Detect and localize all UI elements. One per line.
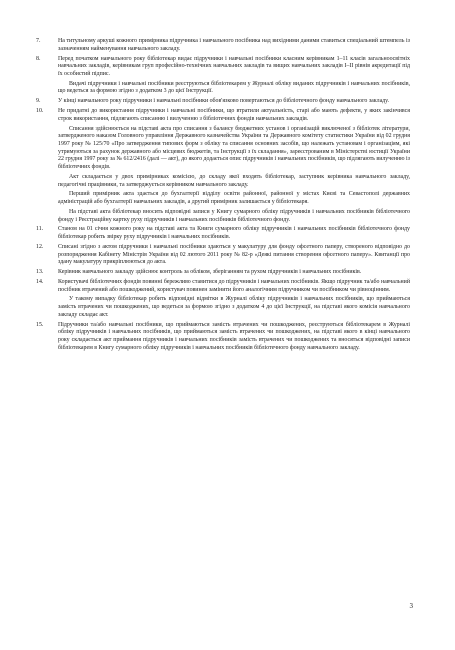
- list-item-15: [36, 322, 410, 353]
- item-number: 13.: [36, 269, 44, 276]
- item-number: 10.: [36, 108, 44, 114]
- list-item-13: [36, 269, 410, 277]
- item-number: 8.: [36, 55, 41, 62]
- item-number: 9.: [36, 98, 41, 105]
- item-text: Користувачі бібліотечних фондів повинні бережливо ставитися до підручників і навчальних посібників. Якщо підручник та/або навчальний посібник втрачений або пошкоджений, користувач повинен замінити його аналогічним підручником чи посібником чи рівноцінним.: [58, 278, 410, 293]
- item-text: У кінці навчального року підручники і навчальні посібники обов'язково повертаються до бібліотечного фонду навчального закладу.: [58, 98, 390, 105]
- paragraph: Акт складається у двох примірниках комісією, до складу якої входять бібліотекар, заступник керівника навчального закладу, педагогічні працівники, та затверджується керівником навчального закладу.: [58, 173, 410, 188]
- item-number: 11.: [36, 226, 44, 233]
- paragraph: Перший примірник акта здається до бухгалтерії відділу освіти районної, районної у містах Києві та Севастополі державних адміністрацій або бухгалтерії навчальних закладів, а другий примірник залишається у бібліотекаря.: [58, 191, 410, 206]
- item-text: Станом на 01 січня кожного року на підставі акта та Книги сумарного обліку підручників і навчальних посібників бібліотечного фонду бібліотекар робить звірку руху підручників і навчальних посібників.: [58, 226, 410, 241]
- list-item-7: [36, 38, 410, 53]
- list-item-11: [36, 226, 410, 241]
- item-text: На титульному аркуші кожного примірника підручника і навчального посібника над вихідними даними ставиться спеціальний штемпель із зазначенням найменування навчального закладу.: [58, 38, 410, 52]
- list-item-10: [36, 108, 410, 123]
- list-item-14: [36, 279, 410, 294]
- paragraph: Списання здійснюється на підставі акта про списання з балансу бюджетних установ і організацій виключеної з бібліотек літератури, затвердженого наказом Головного управління Державного казначейства України та Державного комітету статистики України від 02 грудня 1997 року № 125/70 «Про затвердження типових форм з обліку та списання основних засобів, що належать установам і організаціям, які утримуються за рахунок державного або місцевих бюджетів, та Інструкції з їх складання», зареєстрованим в Міністерстві юстиції України 22 грудня 1997 року за № 612/2416 (далі — акт), до якого додається опис підручників і навчальних посібників, що підлягають вилученню із бібліотечних фондів.: [58, 125, 410, 171]
- item-number: 12.: [36, 243, 44, 250]
- item-text: Списані згідно з актом підручники і навчальні посібники здаються у макулатуру для фонду офсетного паперу, створеного відповідно до розпорядження Кабінету Міністрів України від 02 лютого 2011 року № 82-р «Деякі питання створення офсетного паперу». Квитанції про здану макулатуру прикріплюються до акта.: [58, 243, 410, 266]
- paragraph: У такому випадку бібліотекар робить відповідні відмітки в Журналі обліку підручників і навчальних посібників, що приймаються замість втрачених чи пошкоджених, що ведеться за формою згідно з додатком 4 до цієї Інструкції, на підставі якого комісія навчального закладу складає акт.: [58, 296, 410, 318]
- paragraph: На підставі акта бібліотекар вносить відповідні записи у Книгу сумарного обліку підручників і навчальних посібників бібліотечного фонду і Реєстраційну картку руху підручників і навчальних посібників бібліотечного фонду.: [58, 208, 410, 223]
- item-number: 7.: [36, 38, 41, 44]
- page-number: 3: [409, 602, 413, 610]
- item-text: Керівник навчального закладу здійснює контроль за обліком, зберіганням та рухом підручників і навчальних посібників.: [58, 269, 362, 276]
- item-text: Не придатні до використання підручники і навчальні посібники, що втратили актуальність, старі або мають дефекти, у яких закінчився строк використання, підлягають списанню і вилученню з бібліотечних фондів навчальних закладів.: [58, 108, 410, 122]
- item-text: Підручники та/або навчальні посібники, що приймаються замість втрачених чи пошкоджених, реєструються бібліотекарем в Журналі обліку підручників і навчальних посібників, що приймаються замість втрачених чи пошкоджених, на підставі якого в кінці навчального року складається акт приймання підручників і навчальних посібників замість втрачених чи пошкоджених та вносяться відповідні записи бібліотекарем в Книгу сумарного обліку підручників і навчальних посібників бібліотечного фонду навчального закладу.: [58, 321, 410, 351]
- list-item-8: [36, 56, 410, 79]
- paragraph: Видачі підручники і навчальні посібники реєструються бібліотекарем у Журналі обліку виданих підручників і навчальних посібників, що ведеться за формою згідно з додатком 3 до цієї Інструкції.: [58, 80, 410, 95]
- list-item-9: [36, 98, 410, 106]
- item-text: Перед початком навчального року бібліотекар видає підручники і навчальні посібники класним керівникам 1–11 класів загальноосвітніх навчальних закладів, керівникам груп професійно-технічних навчальних закладів та вищих навчальних закладів І–ІІ рівнів акредитації під їх особистий підпис.: [58, 55, 410, 77]
- document-body: [36, 38, 410, 354]
- item-number: 14.: [36, 278, 44, 285]
- item-number: 15.: [36, 321, 44, 328]
- list-item-12: [36, 244, 410, 267]
